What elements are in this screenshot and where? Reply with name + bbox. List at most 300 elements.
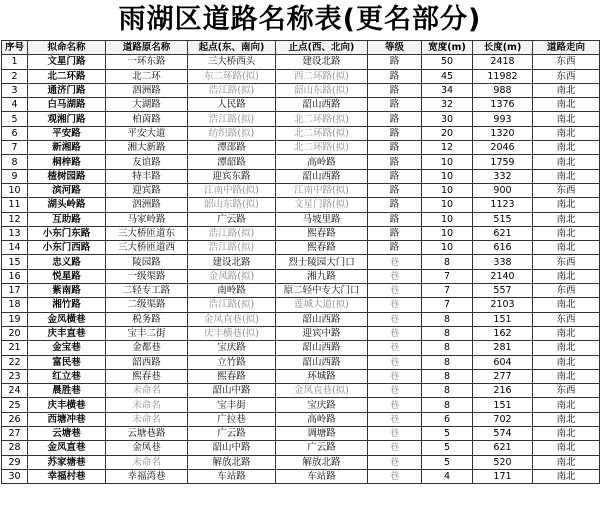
- old-name-cell: 湘大新路: [106, 141, 188, 155]
- width-cell: 20: [422, 126, 473, 140]
- old-name-cell: 宝丰二街: [106, 326, 188, 340]
- row-number: 30: [2, 469, 28, 483]
- start-point-cell: 三大桥西头: [188, 55, 276, 69]
- end-point-cell: 建设北路: [276, 55, 368, 69]
- row-number: 21: [2, 341, 28, 355]
- direction-cell: 南北: [533, 169, 600, 183]
- old-name-cell: 北二环: [106, 69, 188, 83]
- new-name-cell: 忠义路: [28, 255, 106, 269]
- width-cell: 10: [422, 183, 473, 197]
- old-name-cell: 大湖路: [106, 98, 188, 112]
- column-header: 道路走向: [533, 41, 600, 55]
- start-point-cell: 潭邵路: [188, 141, 276, 155]
- width-cell: 10: [422, 241, 473, 255]
- table-row: [2, 298, 600, 312]
- row-number: 14: [2, 241, 28, 255]
- old-name-cell: 平安大道: [106, 126, 188, 140]
- grade-cell: 巷: [368, 355, 422, 369]
- length-cell: 1320: [473, 126, 533, 140]
- grade-cell: 巷: [368, 312, 422, 326]
- length-cell: 216: [473, 384, 533, 398]
- row-number: 26: [2, 412, 28, 426]
- grade-cell: 巷: [368, 441, 422, 455]
- direction-cell: 南北: [533, 241, 600, 255]
- end-point-cell: 熙春路: [276, 241, 368, 255]
- end-point-cell: 烈士陵园大门口: [276, 255, 368, 269]
- width-cell: 5: [422, 441, 473, 455]
- new-name-cell: 小东门东路: [28, 226, 106, 240]
- row-number: 19: [2, 312, 28, 326]
- direction-cell: 南北: [533, 326, 600, 340]
- length-cell: 520: [473, 455, 533, 469]
- start-point-cell: 东二环路(拟): [188, 69, 276, 83]
- end-point-cell: 高岭路: [276, 412, 368, 426]
- table-header-row: [2, 41, 600, 55]
- row-number: 3: [2, 83, 28, 97]
- end-point-cell: 文星门路(拟): [276, 198, 368, 212]
- width-cell: 8: [422, 355, 473, 369]
- width-cell: 32: [422, 98, 473, 112]
- row-number: 15: [2, 255, 28, 269]
- width-cell: 10: [422, 169, 473, 183]
- start-point-cell: 浩江路(拟): [188, 83, 276, 97]
- new-name-cell: 楂树园路: [28, 169, 106, 183]
- start-point-cell: 韶山东路(拟): [188, 198, 276, 212]
- direction-cell: 南北: [533, 126, 600, 140]
- grade-cell: 路: [368, 69, 422, 83]
- direction-cell: 南北: [533, 455, 600, 469]
- row-number: 28: [2, 441, 28, 455]
- direction-cell: 南北: [533, 141, 600, 155]
- row-number: 6: [2, 126, 28, 140]
- grade-cell: 巷: [368, 427, 422, 441]
- end-point-cell: 韶山东路(拟): [276, 83, 368, 97]
- table-row: [2, 155, 600, 169]
- grade-cell: 巷: [368, 284, 422, 298]
- grade-cell: 巷: [368, 269, 422, 283]
- start-point-cell: 纺织路(拟): [188, 126, 276, 140]
- width-cell: 8: [422, 326, 473, 340]
- row-number: 20: [2, 326, 28, 340]
- start-point-cell: 浩江路(拟): [188, 226, 276, 240]
- road-name-table: [1, 40, 600, 484]
- table-row: [2, 312, 600, 326]
- table-row: [2, 412, 600, 426]
- table-row: [2, 355, 600, 369]
- length-cell: 2103: [473, 298, 533, 312]
- end-point-cell: 高岭路: [276, 155, 368, 169]
- column-header: 道路原名称: [106, 41, 188, 55]
- row-number: 23: [2, 369, 28, 383]
- old-name-cell: 韶西路: [106, 355, 188, 369]
- start-point-cell: 解放北路: [188, 455, 276, 469]
- start-point-cell: 人民路: [188, 98, 276, 112]
- new-name-cell: 新湘路: [28, 141, 106, 155]
- table-row: [2, 326, 600, 340]
- start-point-cell: 韶山中路: [188, 384, 276, 398]
- grade-cell: 路: [368, 112, 422, 126]
- end-point-cell: 西二环路(拟): [276, 69, 368, 83]
- end-point-cell: 车站路: [276, 469, 368, 483]
- end-point-cell: 韶山西路: [276, 169, 368, 183]
- row-number: 10: [2, 183, 28, 197]
- old-name-cell: 二级渠路: [106, 298, 188, 312]
- new-name-cell: 平安路: [28, 126, 106, 140]
- length-cell: 616: [473, 241, 533, 255]
- table-row: [2, 241, 600, 255]
- grade-cell: 路: [368, 155, 422, 169]
- grade-cell: 巷: [368, 412, 422, 426]
- table-row: [2, 469, 600, 483]
- start-point-cell: 南岭路: [188, 284, 276, 298]
- direction-cell: 南北: [533, 212, 600, 226]
- column-header: 序号: [2, 41, 28, 55]
- grade-cell: 路: [368, 169, 422, 183]
- old-name-cell: 陵园路: [106, 255, 188, 269]
- grade-cell: 路: [368, 212, 422, 226]
- row-number: 17: [2, 284, 28, 298]
- direction-cell: 东西: [533, 384, 600, 398]
- width-cell: 4: [422, 469, 473, 483]
- old-name-cell: 特丰路: [106, 169, 188, 183]
- new-name-cell: 观湘门路: [28, 112, 106, 126]
- new-name-cell: 湖头岭路: [28, 198, 106, 212]
- grade-cell: 路: [368, 226, 422, 240]
- start-point-cell: 潭韶路: [188, 155, 276, 169]
- new-name-cell: 北二环路: [28, 69, 106, 83]
- length-cell: 2046: [473, 141, 533, 155]
- row-number: 16: [2, 269, 28, 283]
- new-name-cell: 通济门路: [28, 83, 106, 97]
- row-number: 9: [2, 169, 28, 183]
- direction-cell: 南北: [533, 155, 600, 169]
- width-cell: 8: [422, 369, 473, 383]
- start-point-cell: 金凤路(拟): [188, 269, 276, 283]
- width-cell: 34: [422, 83, 473, 97]
- end-point-cell: 金凤直巷(拟): [276, 384, 368, 398]
- end-point-cell: 韶山西路: [276, 341, 368, 355]
- row-number: 12: [2, 212, 28, 226]
- length-cell: 1376: [473, 98, 533, 112]
- grade-cell: 路: [368, 141, 422, 155]
- direction-cell: 南北: [533, 83, 600, 97]
- old-name-cell: 三大桥匝道东: [106, 226, 188, 240]
- length-cell: 993: [473, 112, 533, 126]
- column-header: 起点(东、南向): [188, 41, 276, 55]
- width-cell: 10: [422, 198, 473, 212]
- old-name-cell: 熙春巷: [106, 369, 188, 383]
- grade-cell: 路: [368, 198, 422, 212]
- length-cell: 900: [473, 183, 533, 197]
- new-name-cell: 悦星路: [28, 269, 106, 283]
- direction-cell: 南北: [533, 441, 600, 455]
- column-header: 止点(西、北向): [276, 41, 368, 55]
- grade-cell: 路: [368, 241, 422, 255]
- direction-cell: 南北: [533, 269, 600, 283]
- row-number: 29: [2, 455, 28, 469]
- column-header: 拟命名称: [28, 41, 106, 55]
- row-number: 27: [2, 427, 28, 441]
- length-cell: 281: [473, 341, 533, 355]
- table-row: [2, 112, 600, 126]
- new-name-cell: 文星门路: [28, 55, 106, 69]
- row-number: 2: [2, 69, 28, 83]
- old-name-cell: 泗洲路: [106, 198, 188, 212]
- length-cell: 151: [473, 312, 533, 326]
- direction-cell: 南北: [533, 298, 600, 312]
- length-cell: 162: [473, 326, 533, 340]
- start-point-cell: 熙春路: [188, 369, 276, 383]
- width-cell: 8: [422, 398, 473, 412]
- direction-cell: 南北: [533, 198, 600, 212]
- row-number: 22: [2, 355, 28, 369]
- end-point-cell: 马坡里路: [276, 212, 368, 226]
- length-cell: 557: [473, 284, 533, 298]
- old-name-cell: 二轻专工路: [106, 284, 188, 298]
- table-row: [2, 341, 600, 355]
- end-point-cell: 湘九路: [276, 269, 368, 283]
- length-cell: 604: [473, 355, 533, 369]
- old-name-cell: 一级渠路: [106, 269, 188, 283]
- direction-cell: 南北: [533, 355, 600, 369]
- length-cell: 515: [473, 212, 533, 226]
- grade-cell: 路: [368, 55, 422, 69]
- width-cell: 45: [422, 69, 473, 83]
- table-row: [2, 398, 600, 412]
- direction-cell: 南北: [533, 369, 600, 383]
- table-row: [2, 83, 600, 97]
- start-point-cell: 金凤直巷(拟): [188, 312, 276, 326]
- end-point-cell: 莲城大道(拟): [276, 298, 368, 312]
- row-number: 11: [2, 198, 28, 212]
- row-number: 24: [2, 384, 28, 398]
- width-cell: 30: [422, 112, 473, 126]
- grade-cell: 巷: [368, 384, 422, 398]
- start-point-cell: 车站路: [188, 469, 276, 483]
- direction-cell: 东西: [533, 255, 600, 269]
- direction-cell: 南北: [533, 341, 600, 355]
- column-header: 宽度(m): [422, 41, 473, 55]
- length-cell: 11982: [473, 69, 533, 83]
- grade-cell: 路: [368, 83, 422, 97]
- direction-cell: 东西: [533, 284, 600, 298]
- table-row: [2, 169, 600, 183]
- old-name-cell: 未命名: [106, 455, 188, 469]
- old-name-cell: 迎宾路: [106, 183, 188, 197]
- direction-cell: 东西: [533, 312, 600, 326]
- table-row: [2, 384, 600, 398]
- length-cell: 574: [473, 427, 533, 441]
- old-name-cell: 幸福湾巷: [106, 469, 188, 483]
- old-name-cell: 未命名: [106, 412, 188, 426]
- width-cell: 5: [422, 455, 473, 469]
- direction-cell: 南北: [533, 427, 600, 441]
- old-name-cell: 金凤巷: [106, 441, 188, 455]
- table-row: [2, 141, 600, 155]
- start-point-cell: 广云路: [188, 212, 276, 226]
- new-name-cell: 庆丰直巷: [28, 326, 106, 340]
- row-number: 25: [2, 398, 28, 412]
- length-cell: 171: [473, 469, 533, 483]
- width-cell: 7: [422, 298, 473, 312]
- end-point-cell: 调塘路: [276, 427, 368, 441]
- width-cell: 8: [422, 255, 473, 269]
- table-row: [2, 441, 600, 455]
- end-point-cell: 韶山西路: [276, 312, 368, 326]
- width-cell: 50: [422, 55, 473, 69]
- old-name-cell: 云塘巷路: [106, 427, 188, 441]
- direction-cell: 东西: [533, 69, 600, 83]
- new-name-cell: 幸福村巷: [28, 469, 106, 483]
- end-point-cell: 北二环路(拟): [276, 112, 368, 126]
- start-point-cell: 立竹路: [188, 355, 276, 369]
- new-name-cell: 西塘冲巷: [28, 412, 106, 426]
- end-point-cell: 熙春路: [276, 226, 368, 240]
- length-cell: 151: [473, 398, 533, 412]
- direction-cell: 南北: [533, 98, 600, 112]
- grade-cell: 巷: [368, 369, 422, 383]
- end-point-cell: 解放北路: [276, 455, 368, 469]
- grade-cell: 巷: [368, 298, 422, 312]
- old-name-cell: 未命名: [106, 398, 188, 412]
- table-row: [2, 55, 600, 69]
- width-cell: 8: [422, 384, 473, 398]
- direction-cell: 南北: [533, 226, 600, 240]
- end-point-cell: 广云路: [276, 441, 368, 455]
- new-name-cell: 桐梓路: [28, 155, 106, 169]
- grade-cell: 巷: [368, 326, 422, 340]
- direction-cell: 南北: [533, 412, 600, 426]
- direction-cell: 东西: [533, 55, 600, 69]
- width-cell: 10: [422, 212, 473, 226]
- end-point-cell: 宝庆路: [276, 398, 368, 412]
- row-number: 18: [2, 298, 28, 312]
- table-row: [2, 369, 600, 383]
- end-point-cell: 原二轻中专大门口: [276, 284, 368, 298]
- table-row: [2, 69, 600, 83]
- grade-cell: 路: [368, 183, 422, 197]
- table-row: [2, 255, 600, 269]
- old-name-cell: 税务路: [106, 312, 188, 326]
- width-cell: 7: [422, 284, 473, 298]
- old-name-cell: 马家岭路: [106, 212, 188, 226]
- start-point-cell: 浩江路(拟): [188, 112, 276, 126]
- width-cell: 10: [422, 155, 473, 169]
- end-point-cell: 北二环路(拟): [276, 126, 368, 140]
- new-name-cell: 苏家塘巷: [28, 455, 106, 469]
- old-name-cell: 泗洲路: [106, 83, 188, 97]
- table-row: [2, 455, 600, 469]
- new-name-cell: 金凤直巷: [28, 441, 106, 455]
- end-point-cell: 北二环路(拟): [276, 141, 368, 155]
- start-point-cell: 江南中路(拟): [188, 183, 276, 197]
- new-name-cell: 互助路: [28, 212, 106, 226]
- grade-cell: 巷: [368, 455, 422, 469]
- length-cell: 702: [473, 412, 533, 426]
- old-name-cell: 一环东路: [106, 55, 188, 69]
- new-name-cell: 小东门西路: [28, 241, 106, 255]
- start-point-cell: 建设北路: [188, 255, 276, 269]
- new-name-cell: 紫南路: [28, 284, 106, 298]
- length-cell: 277: [473, 369, 533, 383]
- length-cell: 1123: [473, 198, 533, 212]
- width-cell: 5: [422, 427, 473, 441]
- end-point-cell: 韶山西路: [276, 355, 368, 369]
- direction-cell: 南北: [533, 469, 600, 483]
- old-name-cell: 未命名: [106, 384, 188, 398]
- table-row: [2, 126, 600, 140]
- start-point-cell: 迎宾东路: [188, 169, 276, 183]
- start-point-cell: 韶山中路: [188, 441, 276, 455]
- new-name-cell: 金宝巷: [28, 341, 106, 355]
- new-name-cell: 金凤横巷: [28, 312, 106, 326]
- column-header: 等级: [368, 41, 422, 55]
- table-row: [2, 98, 600, 112]
- direction-cell: 南北: [533, 112, 600, 126]
- old-name-cell: 友谊路: [106, 155, 188, 169]
- table-row: [2, 198, 600, 212]
- new-name-cell: 庆丰横巷: [28, 398, 106, 412]
- grade-cell: 巷: [368, 255, 422, 269]
- new-name-cell: 滨河路: [28, 183, 106, 197]
- table-row: [2, 427, 600, 441]
- width-cell: 8: [422, 341, 473, 355]
- row-number: 5: [2, 112, 28, 126]
- row-number: 1: [2, 55, 28, 69]
- direction-cell: 东西: [533, 183, 600, 197]
- end-point-cell: 环城路: [276, 369, 368, 383]
- table-body: [2, 55, 600, 484]
- length-cell: 332: [473, 169, 533, 183]
- length-cell: 621: [473, 226, 533, 240]
- page-title: 雨湖区道路名称表(更名部分): [118, 4, 482, 35]
- row-number: 8: [2, 155, 28, 169]
- old-name-cell: 三大桥匝道西: [106, 241, 188, 255]
- row-number: 4: [2, 98, 28, 112]
- length-cell: 338: [473, 255, 533, 269]
- length-cell: 988: [473, 83, 533, 97]
- old-name-cell: 金都巷: [106, 341, 188, 355]
- row-number: 7: [2, 141, 28, 155]
- direction-cell: 南北: [533, 398, 600, 412]
- new-name-cell: 湘竹路: [28, 298, 106, 312]
- table-row: [2, 226, 600, 240]
- start-point-cell: 广拉巷: [188, 412, 276, 426]
- table-row: [2, 269, 600, 283]
- grade-cell: 巷: [368, 341, 422, 355]
- end-point-cell: 迎宾中路: [276, 326, 368, 340]
- table-row: [2, 284, 600, 298]
- length-cell: 1759: [473, 155, 533, 169]
- length-cell: 2140: [473, 269, 533, 283]
- end-point-cell: 韶山西路: [276, 98, 368, 112]
- start-point-cell: 浩江路(拟): [188, 241, 276, 255]
- start-point-cell: 浩江路(拟): [188, 298, 276, 312]
- start-point-cell: 宝丰街: [188, 398, 276, 412]
- start-point-cell: 广云路: [188, 427, 276, 441]
- end-point-cell: 江南中路(拟): [276, 183, 368, 197]
- length-cell: 621: [473, 441, 533, 455]
- table-row: [2, 212, 600, 226]
- grade-cell: 巷: [368, 469, 422, 483]
- length-cell: 2418: [473, 55, 533, 69]
- grade-cell: 路: [368, 98, 422, 112]
- width-cell: 10: [422, 226, 473, 240]
- new-name-cell: 云塘巷: [28, 427, 106, 441]
- width-cell: 12: [422, 141, 473, 155]
- new-name-cell: 晨胜巷: [28, 384, 106, 398]
- new-name-cell: 红立巷: [28, 369, 106, 383]
